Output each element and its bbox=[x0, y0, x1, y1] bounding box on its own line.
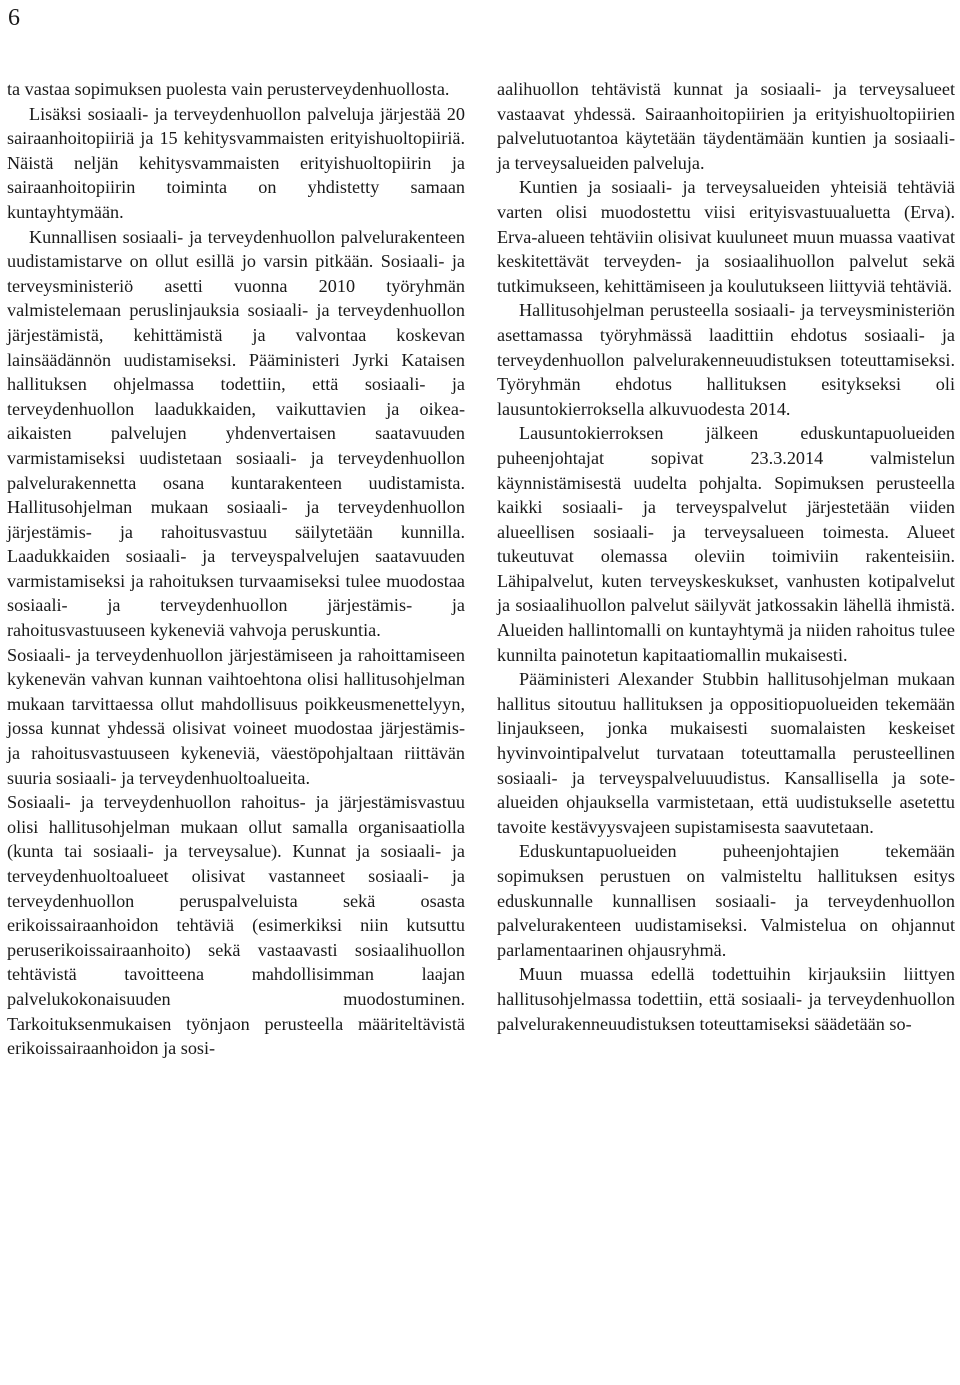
paragraph: Pääministeri Alexander Stubbin hallitusohjelman mukaan hallitus sitoutuu hallituksen ja oppositiopuolueiden tekemään linjaukseen, jonka mukaisesti suomalaisten keskeiset hyvinvointipalvelut turvataan toteuttamalla perusteellinen sosiaali- ja terveyspalveluuudistus. Kansallisella ja sote-alueiden ohjauksella varmistetaan, että uudistukselle asetettu tavoite kestävyysvajeen supistamisesta saavutetaan. bbox=[497, 669, 955, 837]
paragraph: Kuntien ja sosiaali- ja terveysalueiden yhteisiä tehtäviä varten olisi muodostettu viisi erityisvastuualuetta (Erva). Erva-alueen tehtäviin olisivat kuuluneet muun muassa vaativat keskitettävät terveyden- ja sosiaalihuollon palvelut sekä tutkimukseen, kehittämiseen ja koulutukseen liittyviä tehtäviä. bbox=[497, 177, 955, 296]
paragraph: Muun muassa edellä todettuihin kirjauksiin liittyen hallitusohjelmassa todettiin, että sosiaali- ja terveydenhuollon palvelurakenneuudistuksen toteuttamiseksi säädetään so- bbox=[497, 964, 955, 1034]
right-column bbox=[497, 77, 955, 1036]
page-number: 6 bbox=[8, 5, 20, 31]
left-column bbox=[7, 77, 465, 1061]
paragraph: ta vastaa sopimuksen puolesta vain perusterveydenhuollosta. bbox=[7, 79, 450, 99]
paragraph: Eduskuntapuolueiden puheenjohtajien tekemään sopimuksen perustuen on valmisteltu hallituksen esitys eduskunnalle kunnallisen sosiaali- ja terveydenhuollon palvelurakenteen uudistamiseksi. Valmistelua on ohjannut parlamentaarinen ohjausryhmä. bbox=[497, 841, 955, 960]
paragraph: aalihuollon tehtävistä kunnat ja sosiaali- ja terveysalueet vastaavat yhdessä. Sairaanhoitopiirien ja erityishuoltopiirien palvelutuotantoa käytetään täydentämään kuntien ja sosiaali- ja terveysalueiden palveluja. bbox=[497, 79, 955, 173]
paragraph: Sosiaali- ja terveydenhuollon järjestämiseen ja rahoittamiseen kykenevän vahvan kunnan vaihtoehtona olisi hallitusohjelman mukaan tarvittaessa ollut mahdollisuus poikkeusmenettelyyn, jossa kunnat yhdessä olisivat voineet muodostaa järjestämis- ja rahoitusvastuuseen kykeneviä, väestöpohjaltaan riittävän suuria sosiaali- ja terveydenhuoltoalueita. bbox=[7, 644, 465, 788]
paragraph: Lausuntokierroksen jälkeen eduskuntapuolueiden puheenjohtajat sopivat 23.3.2014 valmistelun käynnistämisestä uudelta pohjalta. Sopimuksen perusteella kaikki sosiaali- ja terveyspalvelut järjestetään viiden alueellisen sosiaali- ja terveysalueen toimesta. Alueet tukeutuvat olemassa oleviin toimiviin rakenteisiin. Lähipalvelut, kuten terveyskeskukset, vanhusten kotipalvelut ja sosiaalihuollon palvelut säilyvät jatkossakin lähellä ihmistä. Alueiden hallintomalli on kuntayhtymä ja niiden rahoitus tulee kunnilta painotetun kapitaatiomallin mukaisesti. bbox=[497, 423, 955, 665]
paragraph: Kunnallisen sosiaali- ja terveydenhuollon palvelurakenteen uudistamistarve on ollut esillä jo varsin pitkään. Sosiaali- ja terveysministeriö asetti vuonna 2010 työryhmän valmistelemaan peruslinjauksia sosiaali- ja terveydenhuollon järjestämistä, kehittämistä ja valvontaa koskevan lainsäädännön uudistamiseksi. Pääministeri Jyrki Kataisen hallituksen ohjelmassa todettiin, että sosiaali- ja terveydenhuollon laadukkaiden, vaikuttavien ja oikea-aikaisten palvelujen yhdenvertaisen saatavuuden varmistamiseksi uudistetaan sosiaali- ja terveydenhuollon palvelurakennetta osana kuntarakenteen uudistamista. Hallitusohjelman mukaan sosiaali- ja terveydenhuollon järjestämis- ja rahoitusvastuu säilytetään kunnilla. Laadukkaiden sosiaali- ja terveyspalvelujen saatavuuden varmistamiseksi ja rahoituksen turvaamiseksi tulee muodostaa sosiaali- ja terveydenhuollon järjestämis- ja rahoitusvastuuseen kykeneviä vahvoja peruskuntia. bbox=[7, 226, 465, 641]
paragraph: Sosiaali- ja terveydenhuollon rahoitus- ja järjestämisvastuu olisi hallitusohjelman mukaan ollut samalla organisaatiolla (kunta tai sosiaali- ja terveysalue). Kunnat ja sosiaali- ja terveydenhuoltoalueet olisivat vastanneet sosiaali- ja terveydenhuollon peruspalveluista sekä osasta erikoissairaanhoidon tehtäviä (esimerkiksi niin kutsuttu peruserikoissairaanhoito) sekä vastaavasti sosiaalihuollon tehtävistä tavoitteena mahdollisimman laajan palvelukokonaisuuden muodostuminen. Tarkoituksenmukaisen työnjaon perusteella määriteltävistä erikoissairaanhoidon ja sosi- bbox=[7, 792, 465, 1059]
paragraph: Hallitusohjelman perusteella sosiaali- ja terveysministeriön asettamassa työryhmässä laadittiin ehdotus sosiaali- ja terveydenhuollon palvelurakenneuudistuksen toteuttamiseksi. Työryhmän ehdotus hallituksen esitykseksi oli lausuntokierroksella alkuvuodesta 2014. bbox=[497, 300, 955, 419]
paragraph: Lisäksi sosiaali- ja terveydenhuollon palveluja järjestää 20 sairaanhoitopiiriä ja 15 kehitysvammaisten erityishuoltopiiriä. Näistä neljän kehitysvammaisten erityishuoltopiirin ja sairaanhoitopiirin toiminta on yhdistetty samaan kuntayhtymään. bbox=[7, 103, 465, 222]
